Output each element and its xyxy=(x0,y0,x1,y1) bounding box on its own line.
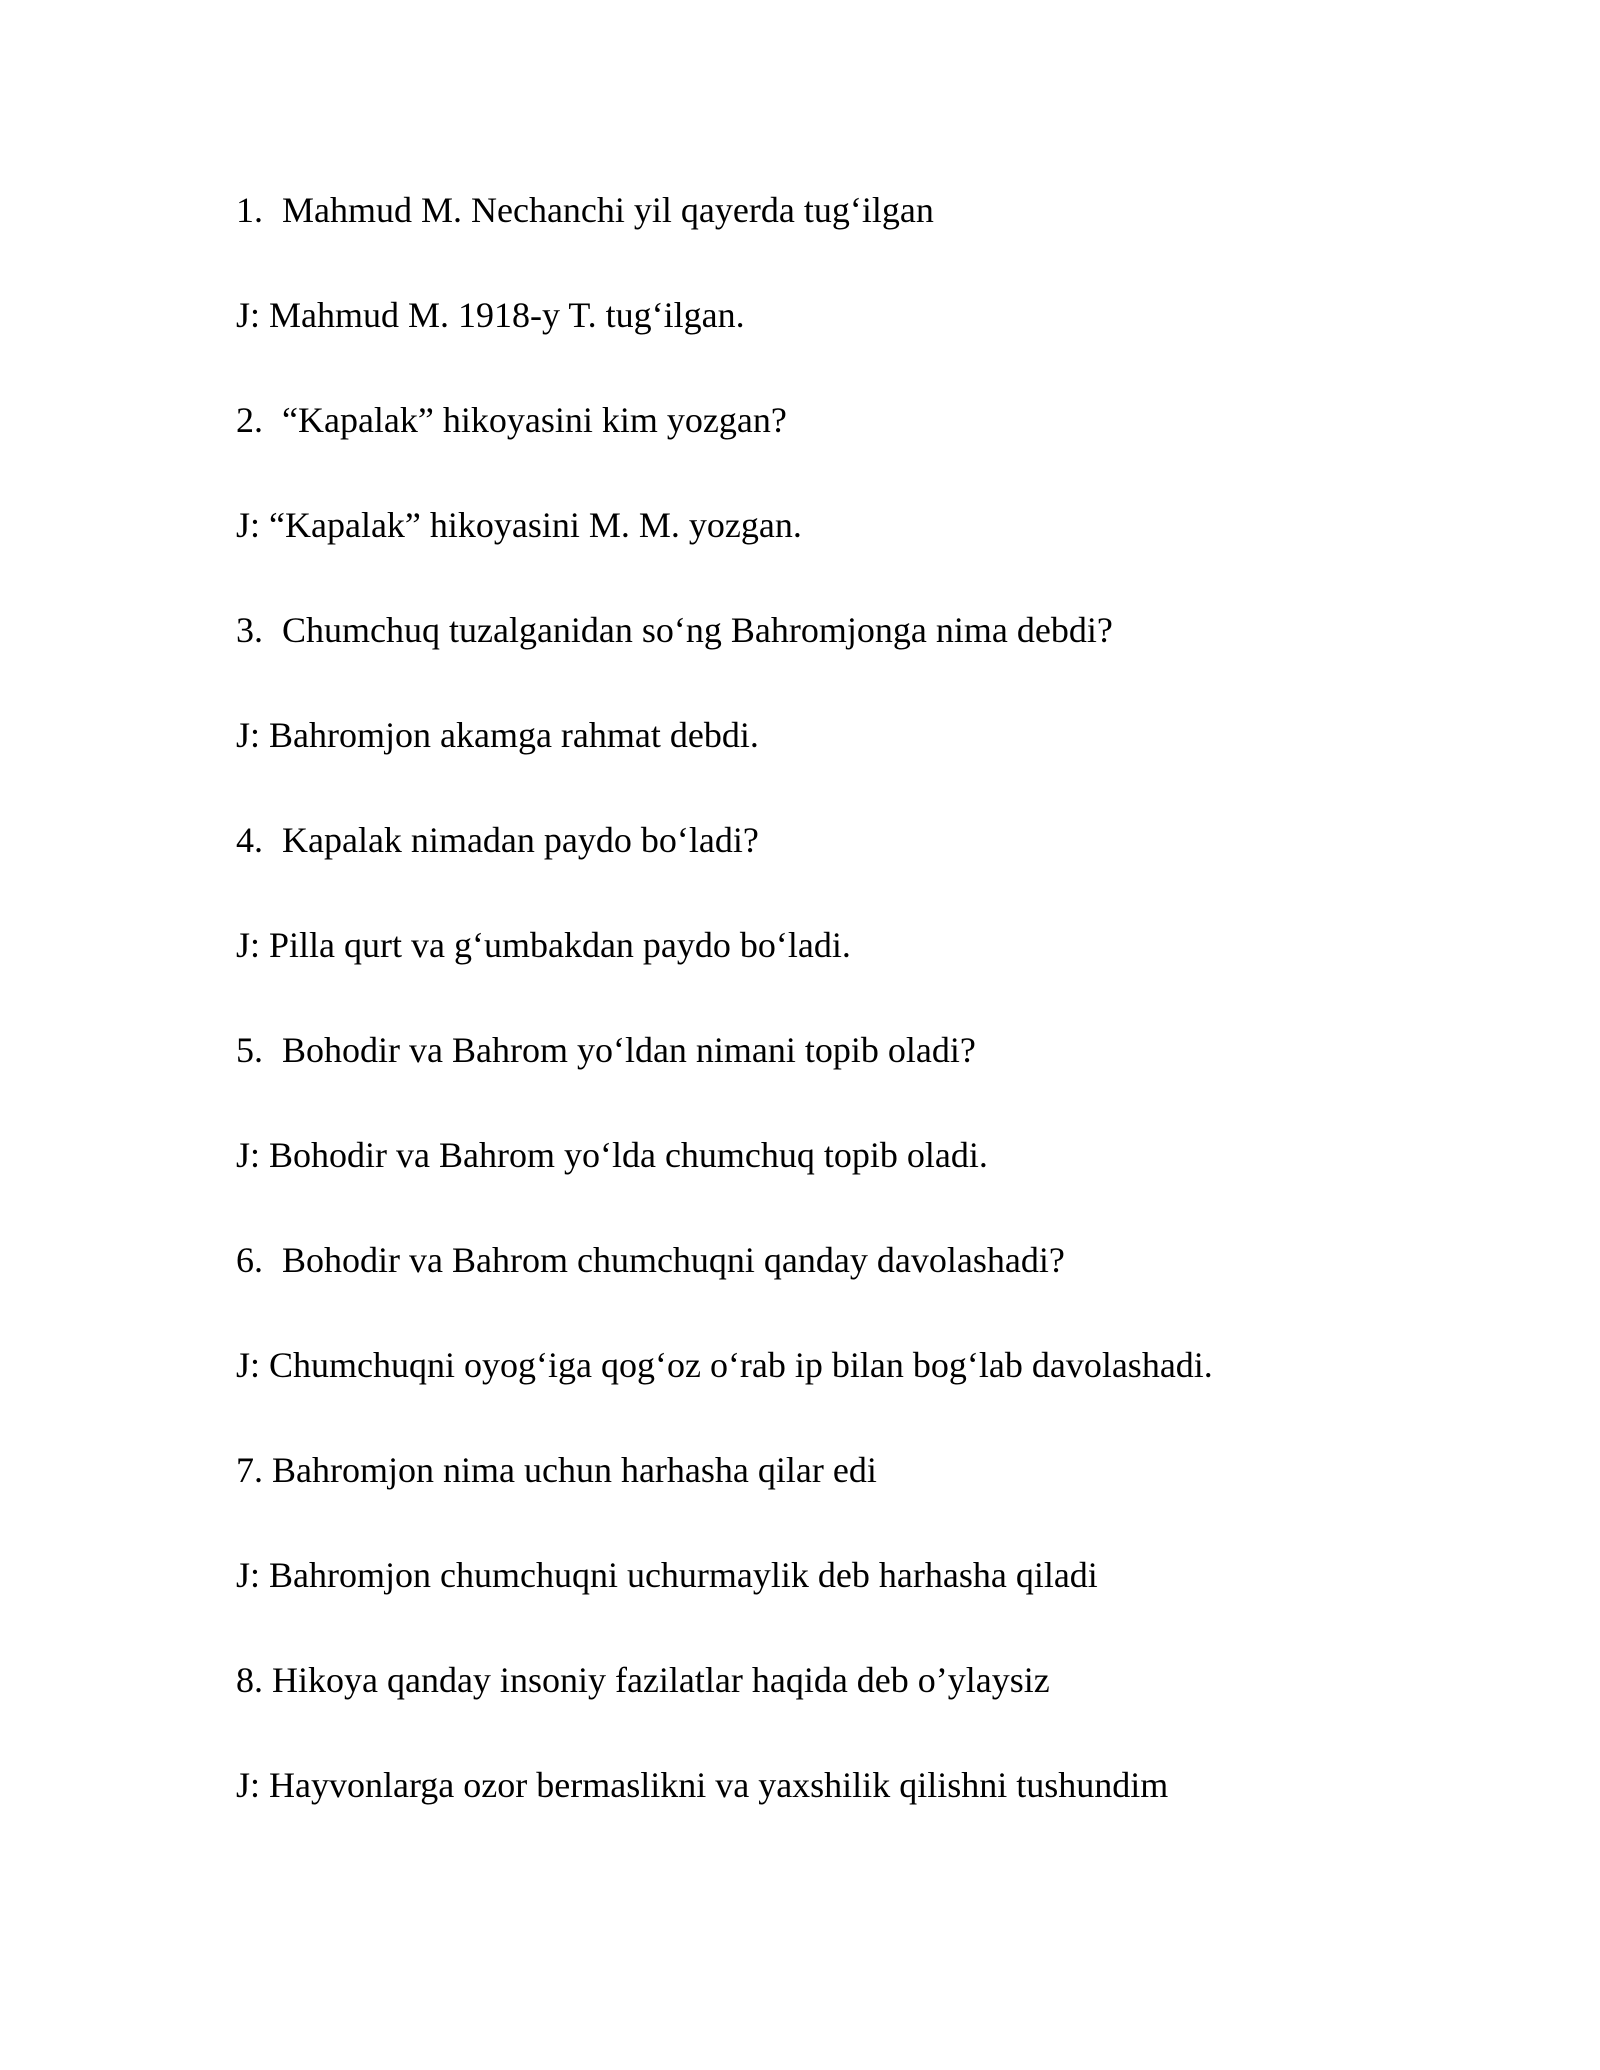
question-1 xyxy=(236,186,1416,234)
question-6 xyxy=(236,1236,1416,1284)
question-7 xyxy=(236,1446,1416,1494)
question-text: Bohodir va Bahrom chumchuqni qanday davolashadi? xyxy=(282,1240,1065,1280)
answer-8: J: Hayvonlarga ozor bermaslikni va yaxshilik qilishni tushundim xyxy=(236,1765,1169,1805)
question-number: 7. xyxy=(236,1450,263,1490)
question-number: 4. xyxy=(236,820,263,860)
question-number: 3. xyxy=(236,610,263,650)
question-text: Mahmud M. Nechanchi yil qayerda tug‘ilgan xyxy=(282,190,934,230)
question-3 xyxy=(236,606,1416,654)
question-2 xyxy=(236,396,1416,444)
question-5 xyxy=(236,1026,1416,1074)
qa-list xyxy=(236,186,1416,1866)
question-number: 8. xyxy=(236,1660,263,1700)
answer-3: J: Bahromjon akamga rahmat debdi. xyxy=(236,715,759,755)
question-number: 1. xyxy=(236,190,263,230)
answer-2: J: “Kapalak” hikoyasini M. M. yozgan. xyxy=(236,505,802,545)
answer-4: J: Pilla qurt va g‘umbakdan paydo bo‘ladi. xyxy=(236,925,851,965)
question-number: 2. xyxy=(236,400,263,440)
answer-7: J: Bahromjon chumchuqni uchurmaylik deb harhasha qiladi xyxy=(236,1555,1098,1595)
question-text: Bohodir va Bahrom yo‘ldan nimani topib oladi? xyxy=(282,1030,976,1070)
answer-6: J: Chumchuqni oyog‘iga qog‘oz o‘rab ip bilan bog‘lab davolashadi. xyxy=(236,1345,1213,1385)
question-text: Kapalak nimadan paydo bo‘ladi? xyxy=(282,820,759,860)
question-8 xyxy=(236,1656,1416,1704)
question-text: Chumchuq tuzalganidan so‘ng Bahromjonga nima debdi? xyxy=(282,610,1113,650)
question-number: 5. xyxy=(236,1030,263,1070)
question-4 xyxy=(236,816,1416,864)
question-number: 6. xyxy=(236,1240,263,1280)
question-text: Bahromjon nima uchun harhasha qilar edi xyxy=(272,1450,877,1490)
question-text: Hikoya qanday insoniy fazilatlar haqida deb o’ylaysiz xyxy=(272,1660,1050,1700)
answer-5: J: Bohodir va Bahrom yo‘lda chumchuq topib oladi. xyxy=(236,1135,988,1175)
question-text: “Kapalak” hikoyasini kim yozgan? xyxy=(282,400,787,440)
answer-1: J: Mahmud M. 1918-y T. tug‘ilgan. xyxy=(236,295,745,335)
